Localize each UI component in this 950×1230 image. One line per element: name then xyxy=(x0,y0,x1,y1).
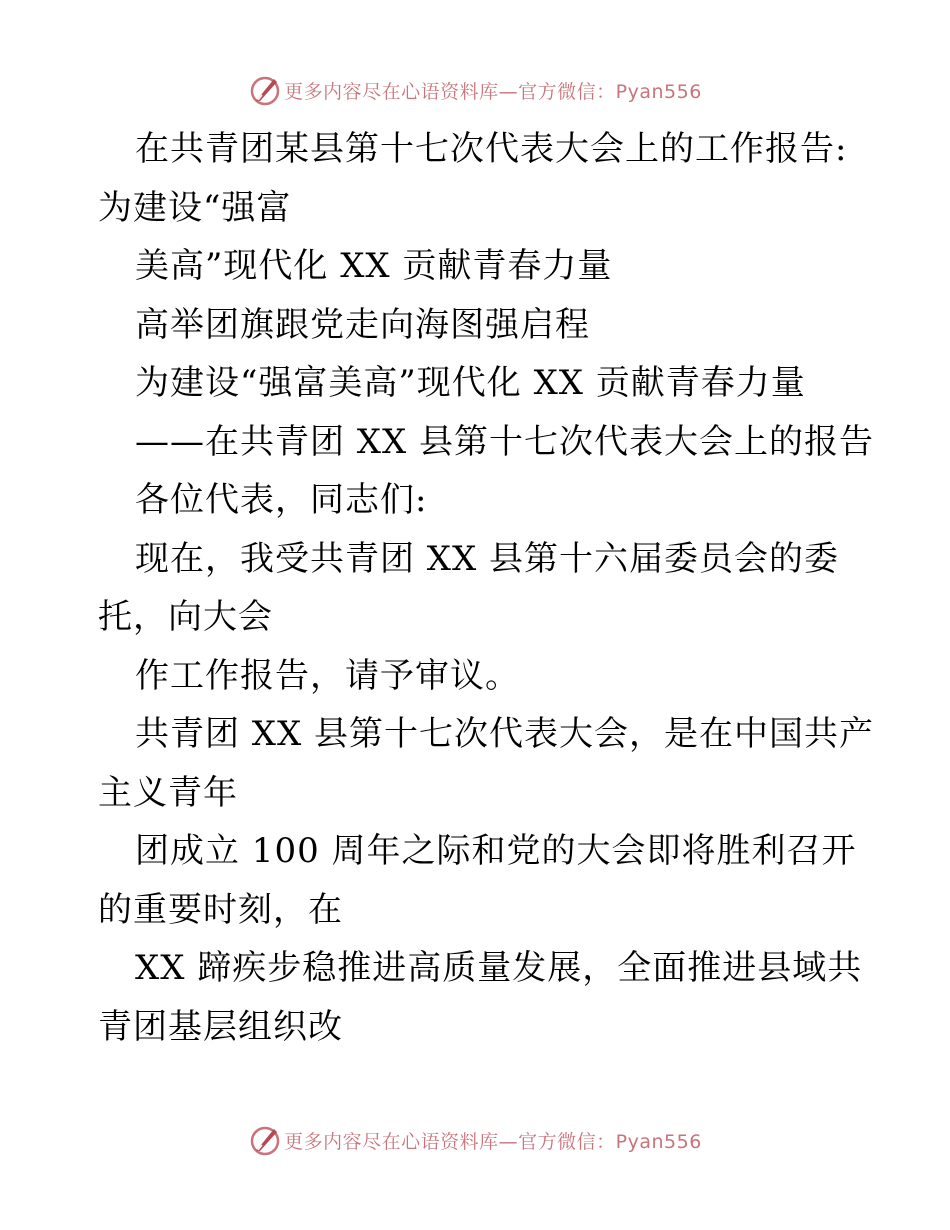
footer-banner-text: 更多内容尽在心语资料库—官方微信：Pyan556 xyxy=(284,1130,702,1153)
text-line: 各位代表，同志们: xyxy=(135,480,428,520)
document-body xyxy=(98,120,875,1056)
text-line: 主义青年 xyxy=(98,772,238,813)
text-line: XX 蹄疾步稳推进高质量发展，全面推进县域共 xyxy=(135,948,863,988)
quill-pen-logo-icon xyxy=(248,73,282,107)
text-line: 的重要时刻，在 xyxy=(98,889,343,930)
text-line: 青团基层组织改 xyxy=(98,1006,343,1047)
text-line: 美高”现代化 XX 贡献青春力量 xyxy=(135,246,613,286)
text-line: 托，向大会 xyxy=(98,597,273,637)
text-line: 团成立 100 周年之际和党的大会即将胜利召开 xyxy=(135,831,857,871)
text-line: 高举团旗跟党走向海图强启程 xyxy=(135,304,590,345)
text-line: 在共青团某县第十七次代表大会上的工作报告: xyxy=(135,129,848,169)
header-banner xyxy=(0,72,950,108)
text-line: ——在共青团 XX 县第十七次代表大会上的报告 xyxy=(135,421,875,462)
text-line: 共青团 XX 县第十七次代表大会，是在中国共产 xyxy=(135,714,875,754)
header-banner-text: 更多内容尽在心语资料库—官方微信：Pyan556 xyxy=(284,80,702,103)
text-line: 为建设“强富美高”现代化 XX 贡献青春力量 xyxy=(135,363,806,403)
text-line: 现在，我受共青团 XX 县第十六届委员会的委 xyxy=(135,538,840,579)
text-line: 为建设“强富 xyxy=(98,187,292,228)
text-line: 作工作报告，请予审议。 xyxy=(135,655,520,696)
footer-banner xyxy=(0,1122,950,1158)
quill-pen-logo-icon xyxy=(248,1123,282,1157)
